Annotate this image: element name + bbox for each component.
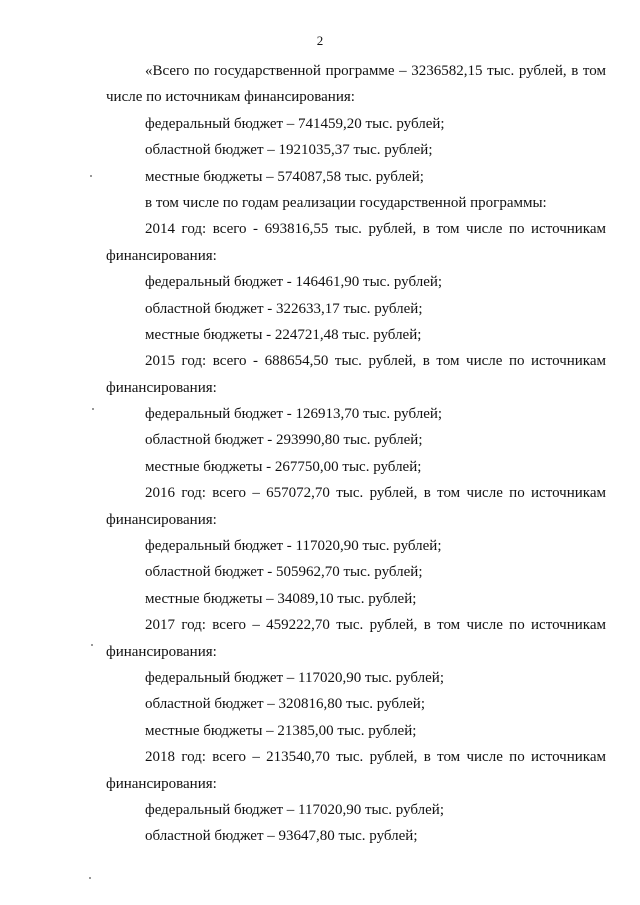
text-line: областной бюджет – 1921035,37 тыс. рублей; <box>145 142 433 159</box>
text-line: местные бюджеты – 34089,10 тыс. рублей; <box>145 590 417 607</box>
text-line: 2015 год: всего - 688654,50 тыс. рублей, в том числе по источникам <box>145 353 606 370</box>
scan-speck <box>89 877 91 879</box>
text-line: финансирования: <box>106 511 217 528</box>
text-line: федеральный бюджет - 146461,90 тыс. рублей; <box>145 274 443 291</box>
text-line: финансирования: <box>106 379 217 396</box>
text-line: местные бюджеты - 267750,00 тыс. рублей; <box>145 458 422 475</box>
text-line: федеральный бюджет - 117020,90 тыс. рублей; <box>145 538 442 555</box>
text-line: областной бюджет - 293990,80 тыс. рублей; <box>145 432 423 449</box>
text-line: федеральный бюджет – 117020,90 тыс. рублей; <box>145 801 444 818</box>
scan-speck <box>90 175 92 177</box>
text-line: областной бюджет - 322633,17 тыс. рублей; <box>145 300 423 317</box>
text-line: числе по источникам финансирования: <box>106 89 355 106</box>
text-line: местные бюджеты – 21385,00 тыс. рублей; <box>145 722 417 739</box>
text-line: федеральный бюджет – 741459,20 тыс. рублей; <box>145 115 445 132</box>
text-line: местные бюджеты – 574087,58 тыс. рублей; <box>145 168 424 185</box>
text-line: 2016 год: всего – 657072,70 тыс. рублей, в том числе по источникам <box>145 485 606 502</box>
text-line: 2017 год: всего – 459222,70 тыс. рублей, в том числе по источникам <box>145 617 606 634</box>
text-line: областной бюджет - 505962,70 тыс. рублей; <box>145 564 423 581</box>
text-line: финансирования: <box>106 643 217 660</box>
text-line: «Всего по государственной программе – 3236582,15 тыс. рублей, в том <box>145 63 606 79</box>
text-line: в том числе по годам реализации государственной программы: <box>145 194 547 211</box>
text-line: федеральный бюджет – 117020,90 тыс. рублей; <box>145 669 444 686</box>
text-line: областной бюджет – 320816,80 тыс. рублей; <box>145 696 425 713</box>
page-number: 2 <box>316 33 324 48</box>
scan-speck <box>92 408 94 410</box>
document-body <box>106 58 606 850</box>
text-line: финансирования: <box>106 247 217 264</box>
text-line: федеральный бюджет - 126913,70 тыс. рублей; <box>145 406 443 423</box>
text-line: финансирования: <box>106 775 217 792</box>
scan-speck <box>91 644 93 646</box>
text-line: областной бюджет – 93647,80 тыс. рублей; <box>145 828 418 845</box>
text-line: местные бюджеты - 224721,48 тыс. рублей; <box>145 326 422 343</box>
text-line: 2014 год: всего - 693816,55 тыс. рублей, в том числе по источникам <box>145 221 606 238</box>
text-line: 2018 год: всего – 213540,70 тыс. рублей, в том числе по источникам <box>145 749 606 766</box>
